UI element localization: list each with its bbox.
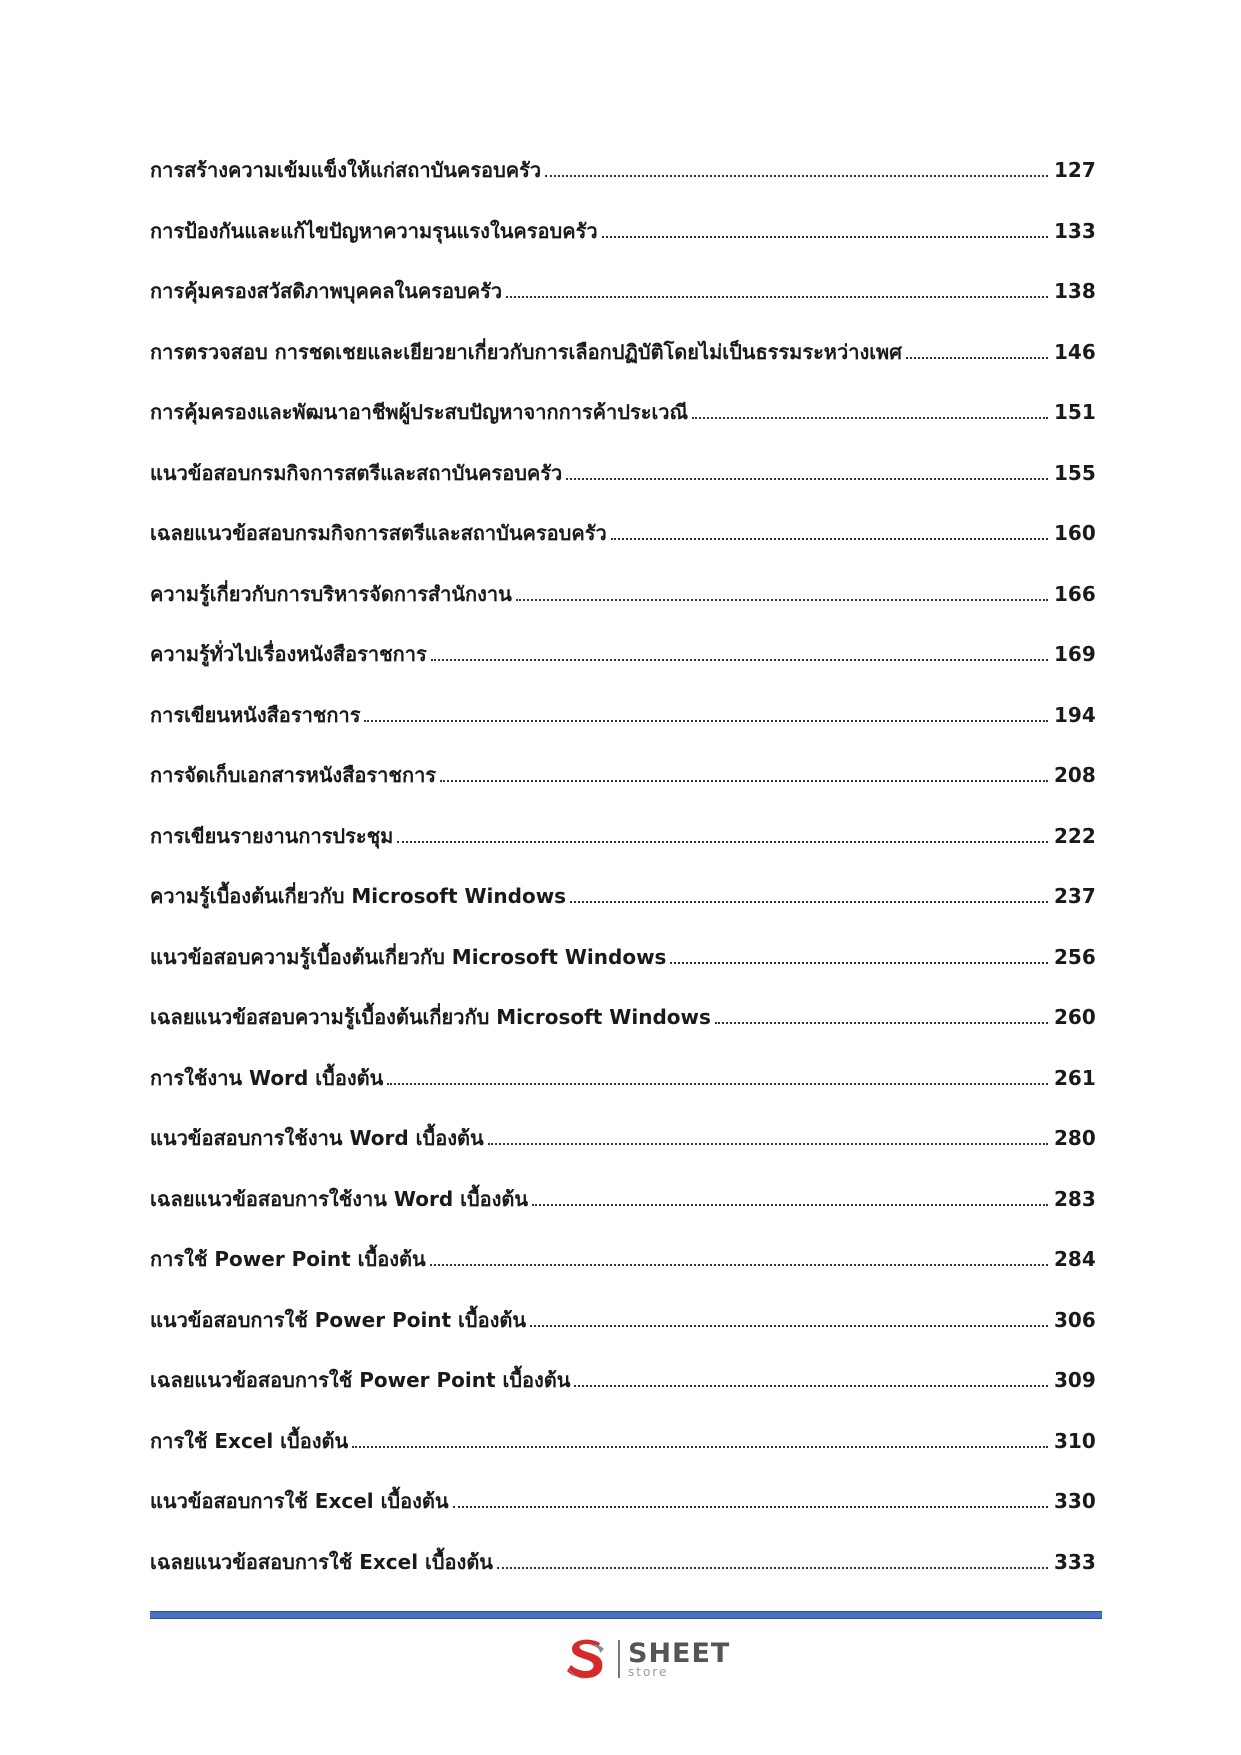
toc-dot-leader bbox=[715, 1002, 1048, 1024]
toc-entry[interactable] bbox=[150, 271, 1094, 332]
toc-entry-page-number: 261 bbox=[1054, 1065, 1096, 1090]
toc-entry-page-number: 208 bbox=[1054, 763, 1096, 787]
toc-entry[interactable] bbox=[150, 1118, 1094, 1179]
logo-subword: store bbox=[628, 1665, 669, 1679]
toc-entry-page-number: 280 bbox=[1054, 1126, 1096, 1150]
toc-entry-title: เฉลยแนวข้อสอบความรู้เบื้องต้นเกี่ยวกับ Microsoft Windows bbox=[150, 1005, 711, 1029]
toc-entry-title: เฉลยแนวข้อสอบการใช้ Excel เบื้องต้น bbox=[150, 1549, 493, 1574]
toc-dot-leader bbox=[453, 1486, 1048, 1508]
toc-entry[interactable] bbox=[150, 755, 1094, 816]
toc-entry[interactable] bbox=[150, 876, 1094, 937]
toc-dot-leader bbox=[387, 1063, 1048, 1085]
toc-dot-leader bbox=[611, 518, 1048, 540]
toc-entry-title: ความรู้เบื้องต้นเกี่ยวกับ Microsoft Windows bbox=[150, 884, 567, 908]
toc-entry[interactable] bbox=[150, 695, 1094, 756]
toc-dot-leader bbox=[692, 397, 1048, 419]
toc-entry[interactable] bbox=[150, 1481, 1094, 1542]
sheet-store-logo-icon bbox=[560, 1633, 612, 1685]
toc-entry[interactable] bbox=[150, 392, 1094, 453]
toc-entry-page-number: 256 bbox=[1054, 944, 1096, 969]
toc-entry[interactable] bbox=[150, 574, 1094, 635]
toc-entry-title: แนวข้อสอบกรมกิจการสตรีและสถาบันครอบครัว bbox=[150, 460, 563, 485]
sheet-store-logo bbox=[560, 1632, 730, 1686]
toc-entry-title: การคุ้มครองและพัฒนาอาชีพผู้ประสบปัญหาจากการค้าประเวณี bbox=[150, 400, 689, 424]
toc-dot-leader bbox=[364, 700, 1048, 722]
toc-entry-title: การใช้งาน Word เบื้องต้น bbox=[150, 1065, 384, 1090]
toc-entry-title: การป้องกันและแก้ไขปัญหาความรุนแรงในครอบครัว bbox=[150, 218, 598, 243]
toc-entry[interactable] bbox=[150, 453, 1094, 514]
toc-entry[interactable] bbox=[150, 211, 1094, 272]
toc-entry-title: แนวข้อสอบการใช้ Excel เบื้องต้น bbox=[150, 1489, 449, 1513]
toc-entry-title: การตรวจสอบ การชดเชยและเยียวยาเกี่ยวกับการเลือกปฏิบัติโดยไม่เป็นธรรมระหว่างเพศ bbox=[150, 339, 902, 364]
toc-dot-leader bbox=[545, 155, 1048, 177]
toc-entry-page-number: 160 bbox=[1054, 521, 1096, 545]
toc-dot-leader bbox=[430, 1244, 1048, 1266]
toc-entry-page-number: 237 bbox=[1054, 884, 1096, 908]
toc-entry-page-number: 133 bbox=[1054, 218, 1096, 243]
toc-entry[interactable] bbox=[150, 1300, 1094, 1361]
toc-entry-page-number: 283 bbox=[1054, 1186, 1096, 1211]
toc-entry-title: การเขียนหนังสือราชการ bbox=[150, 702, 361, 727]
toc-entry-page-number: 222 bbox=[1054, 823, 1096, 848]
toc-dot-leader bbox=[532, 1184, 1048, 1206]
toc-entry-title: การจัดเก็บเอกสารหนังสือราชการ bbox=[150, 763, 437, 787]
toc-entry-page-number: 333 bbox=[1054, 1549, 1096, 1574]
toc-entry[interactable] bbox=[150, 1421, 1094, 1482]
toc-dot-leader bbox=[570, 881, 1048, 903]
toc-entry-title: แนวข้อสอบการใช้งาน Word เบื้องต้น bbox=[150, 1126, 484, 1150]
toc-entry-title: การเขียนรายงานการประชุม bbox=[150, 823, 394, 848]
toc-dot-leader bbox=[431, 639, 1048, 661]
toc-entry-title: แนวข้อสอบการใช้ Power Point เบื้องต้น bbox=[150, 1307, 527, 1332]
toc-entry-page-number: 166 bbox=[1054, 581, 1096, 606]
footer-rule bbox=[150, 1611, 1102, 1619]
toc-entry[interactable] bbox=[150, 1058, 1094, 1119]
toc-entry-page-number: 284 bbox=[1054, 1247, 1096, 1271]
toc-entry-page-number: 138 bbox=[1054, 279, 1096, 303]
toc-entry-title: เฉลยแนวข้อสอบการใช้ Power Point เบื้องต้น bbox=[150, 1368, 571, 1392]
toc-entry-title: การใช้ Power Point เบื้องต้น bbox=[150, 1247, 426, 1271]
toc-entry-page-number: 127 bbox=[1054, 158, 1096, 182]
toc-entry[interactable] bbox=[150, 1360, 1094, 1421]
toc-dot-leader bbox=[352, 1426, 1048, 1448]
toc-entry[interactable] bbox=[150, 937, 1094, 998]
toc-dot-leader bbox=[506, 276, 1048, 298]
toc-entry[interactable] bbox=[150, 1239, 1094, 1300]
toc-dot-leader bbox=[530, 1305, 1048, 1327]
toc-dot-leader bbox=[906, 337, 1048, 359]
toc-entry-title: ความรู้ทั่วไปเรื่องหนังสือราชการ bbox=[150, 642, 427, 666]
toc-entry-page-number: 306 bbox=[1054, 1307, 1096, 1332]
toc-dot-leader bbox=[497, 1547, 1048, 1569]
toc-entry-page-number: 310 bbox=[1054, 1428, 1096, 1453]
toc-entry-title: เฉลยแนวข้อสอบการใช้งาน Word เบื้องต้น bbox=[150, 1186, 529, 1211]
toc-entry-page-number: 151 bbox=[1054, 400, 1096, 424]
toc-dot-leader bbox=[670, 942, 1048, 964]
toc-entry[interactable] bbox=[150, 997, 1094, 1058]
toc-dot-leader bbox=[574, 1365, 1048, 1387]
toc-entry[interactable] bbox=[150, 332, 1094, 393]
toc-entry-page-number: 169 bbox=[1054, 642, 1096, 666]
logo-divider bbox=[618, 1640, 620, 1678]
toc-entry-title: เฉลยแนวข้อสอบกรมกิจการสตรีและสถาบันครอบครัว bbox=[150, 521, 607, 545]
toc-entry-title: การคุ้มครองสวัสดิภาพบุคคลในครอบครัว bbox=[150, 279, 503, 303]
table-of-contents bbox=[150, 150, 1094, 1602]
toc-entry-page-number: 330 bbox=[1054, 1489, 1096, 1513]
toc-entry-page-number: 155 bbox=[1054, 460, 1096, 485]
toc-entry-page-number: 146 bbox=[1054, 339, 1096, 364]
toc-dot-leader bbox=[516, 579, 1048, 601]
toc-entry-page-number: 309 bbox=[1054, 1368, 1096, 1392]
toc-entry[interactable] bbox=[150, 1179, 1094, 1240]
toc-entry[interactable] bbox=[150, 634, 1094, 695]
toc-entry-page-number: 194 bbox=[1054, 702, 1096, 727]
logo-word: SHEET bbox=[628, 1638, 731, 1669]
toc-entry[interactable] bbox=[150, 513, 1094, 574]
toc-entry-title: การใช้ Excel เบื้องต้น bbox=[150, 1428, 349, 1453]
toc-dot-leader bbox=[440, 760, 1048, 782]
toc-entry[interactable] bbox=[150, 150, 1094, 211]
toc-entry-title: แนวข้อสอบความรู้เบื้องต้นเกี่ยวกับ Microsoft Windows bbox=[150, 944, 667, 969]
toc-dot-leader bbox=[488, 1123, 1048, 1145]
toc-entry-title: ความรู้เกี่ยวกับการบริหารจัดการสำนักงาน bbox=[150, 581, 512, 606]
toc-entry-page-number: 260 bbox=[1054, 1005, 1096, 1029]
toc-dot-leader bbox=[566, 458, 1048, 480]
toc-entry-title: การสร้างความเข้มแข็งให้แก่สถาบันครอบครัว bbox=[150, 158, 542, 182]
logo-wordmark bbox=[628, 1640, 730, 1678]
toc-dot-leader bbox=[602, 216, 1048, 238]
toc-entry[interactable] bbox=[150, 816, 1094, 877]
toc-entry[interactable] bbox=[150, 1542, 1094, 1603]
toc-dot-leader bbox=[397, 821, 1048, 843]
